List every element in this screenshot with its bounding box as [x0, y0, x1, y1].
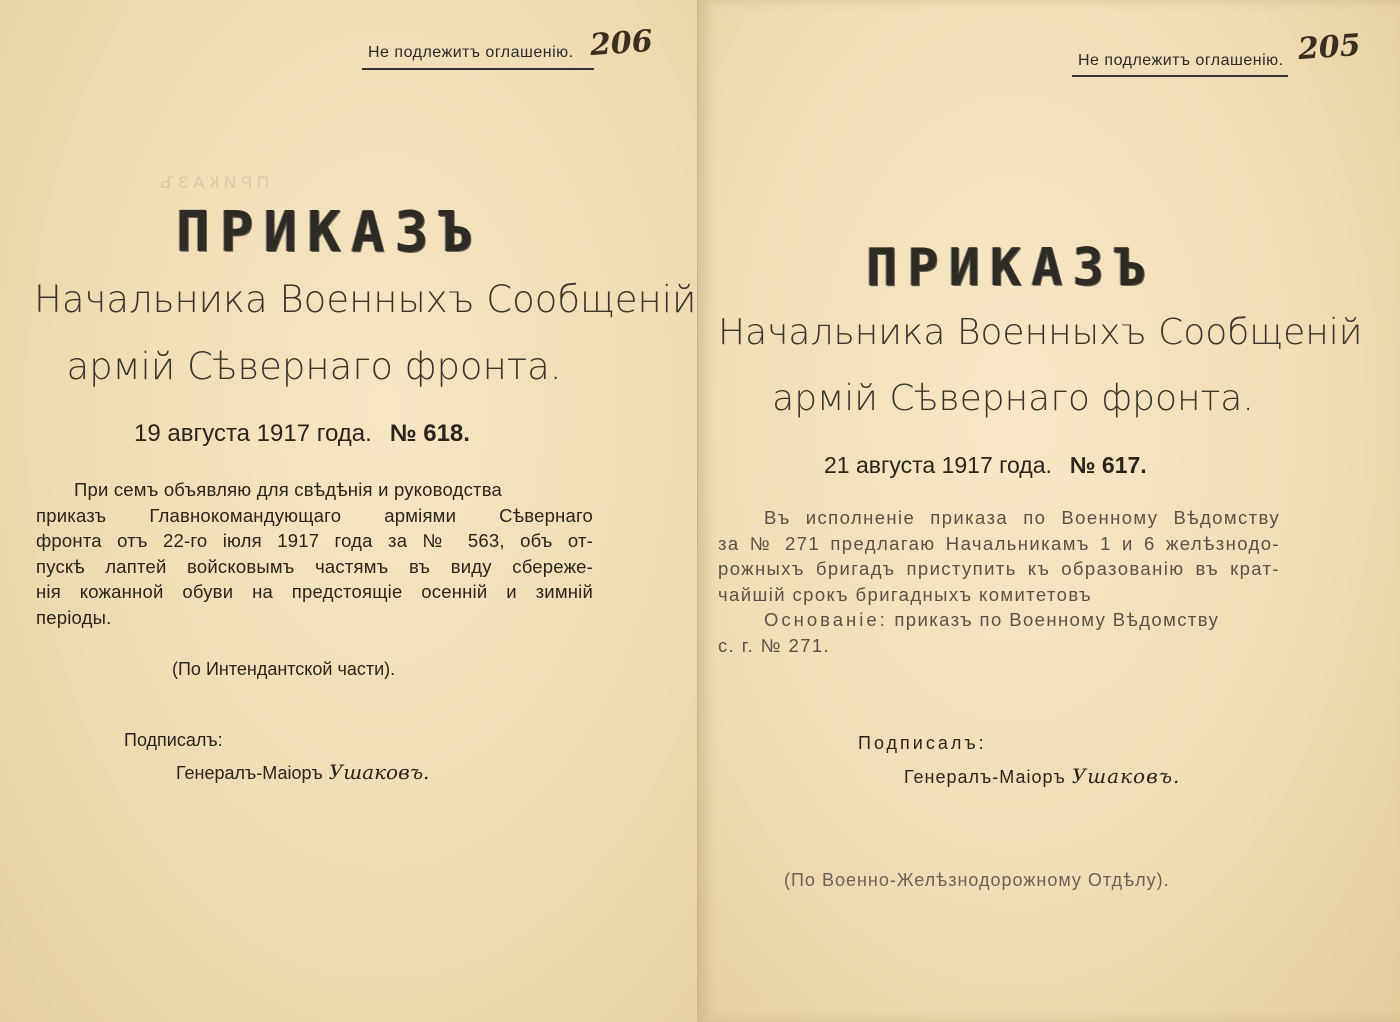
stamp-underline [362, 68, 594, 70]
page-title: ПРИКАЗЪ [866, 238, 1156, 298]
order-body [718, 505, 1280, 658]
body-line: пускѣ лаптей войсковымъ частямъ въ виду сбереже- [36, 555, 593, 577]
body-line: нія кожанной обуви на предстоящіе осенній и зимній [36, 581, 593, 602]
order-dateline [134, 420, 470, 448]
basis-line-2: с. г. № 271. [718, 634, 831, 656]
signer-rank: Генералъ-Маіоръ [176, 763, 323, 783]
basis-text: приказъ по Военному Вѣдомству [894, 609, 1220, 630]
body-line: рожныхъ бригадъ приступить къ образованію въ крат- [718, 558, 1280, 579]
order-body [36, 477, 593, 630]
signer-rank: Генералъ-Маіоръ [904, 767, 1066, 787]
order-number: № 617. [1069, 452, 1147, 478]
archive-number: 205 [1296, 27, 1362, 68]
order-number: № 618. [389, 420, 470, 447]
signature-line [904, 764, 1180, 788]
signer-name: Ушаковъ. [328, 760, 430, 784]
signed-label: Подписалъ: [124, 730, 223, 750]
confidential-stamp: Не подлежитъ оглашенію. [368, 44, 574, 61]
confidential-stamp: Не подлежитъ оглашенію. [1078, 52, 1284, 69]
bleed-through-text: П Р И К А З Ъ [160, 173, 270, 192]
body-line: за № 271 предлагаю Начальникамъ 1 и 6 желѣзнодо- [718, 532, 1280, 554]
right-page [698, 0, 1400, 1022]
order-dateline [824, 452, 1147, 479]
department-note: (По Военно-Желѣзнодорожному Отдѣлу). [784, 870, 1170, 890]
signed-label: Подписалъ: [858, 733, 987, 753]
body-line: Въ исполненіе приказа по Военному Вѣдомству [764, 507, 1280, 528]
issuer-line-2: армій Сѣвернаго фронта. [772, 378, 1254, 419]
left-page [0, 0, 698, 1022]
order-date: 19 августа 1917 года. [134, 420, 372, 447]
basis-label: Основаніе: [764, 609, 888, 630]
issuer-line-2: армій Сѣвернаго фронта. [66, 345, 562, 388]
body-line: періоды. [36, 606, 112, 628]
page-title: ПРИКАЗЪ [176, 200, 483, 265]
archive-number: 206 [588, 23, 654, 64]
signer-name: Ушаковъ. [1071, 764, 1181, 788]
body-line: приказъ Главнокомандующаго арміями Сѣвернаго [36, 504, 593, 526]
body-line: фронта отъ 22-го іюля 1917 года за № 563, объ от- [36, 530, 593, 551]
body-line: чайшій срокъ бригадныхъ комитетовъ [718, 583, 1092, 605]
body-line: При семъ объявляю для свѣдѣнія и руководства [74, 479, 503, 500]
order-date: 21 августа 1917 года. [824, 452, 1052, 478]
issuer-line-1: Начальника Военныхъ Сообщеній [718, 312, 1363, 353]
signature-line [176, 760, 429, 784]
department-note: (По Интендантской части). [172, 659, 396, 679]
basis-line [718, 607, 1280, 633]
issuer-line-1: Начальника Военныхъ Сообщеній [34, 278, 697, 321]
stamp-underline [1072, 75, 1288, 77]
